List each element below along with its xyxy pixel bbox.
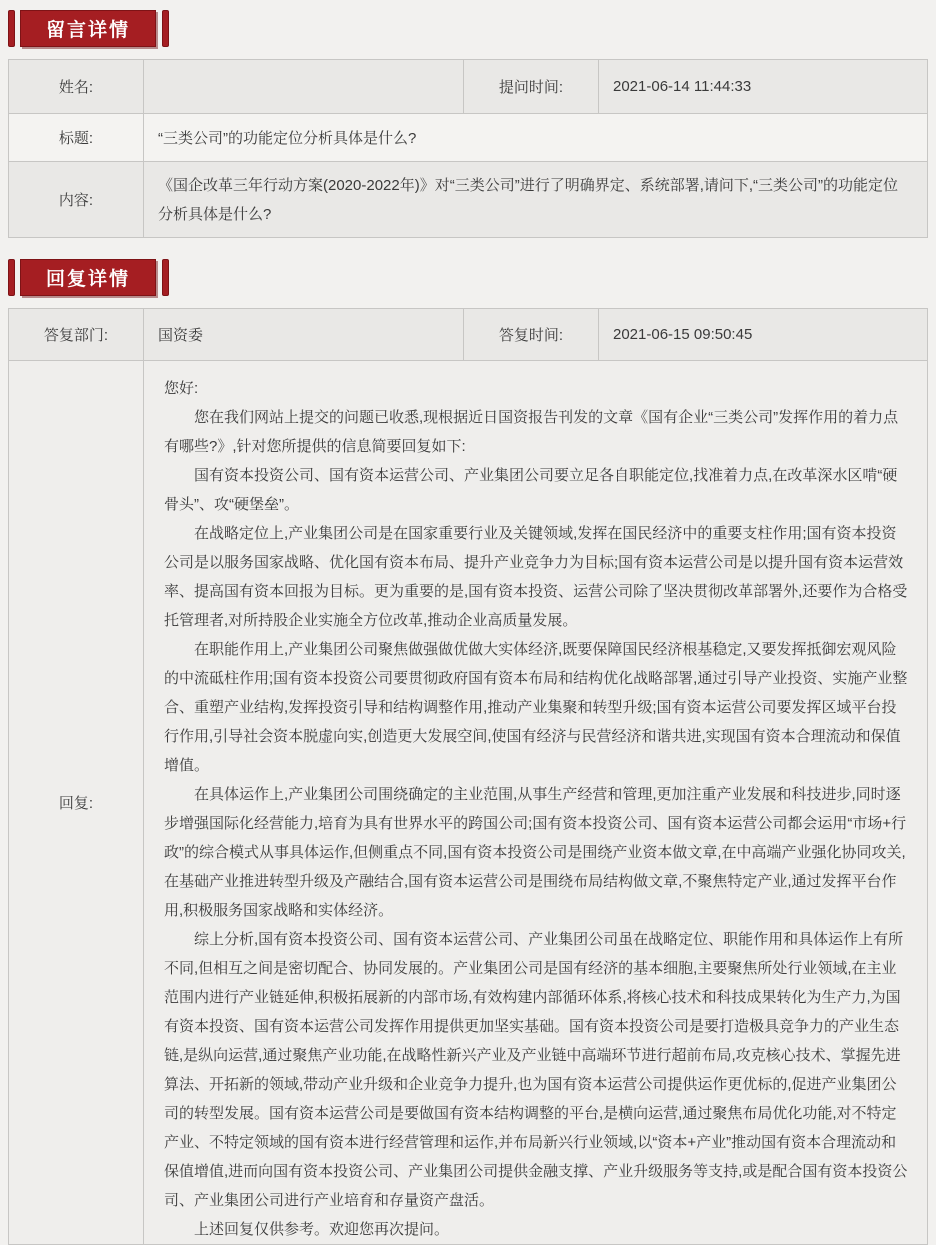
reply-paragraph: 您在我们网站上提交的问题已收悉,现根据近日国资报告刊发的文章《国有企业“三类公司”发挥作用的着力点有哪些?》,针对您所提供的信息简要回复如下: xyxy=(164,409,899,455)
reply-paragraph: 在职能作用上,产业集团公司聚焦做强做优做大实体经济,既要保障国民经济根基稳定,又要发挥抵御宏观风险的中流砥柱作用;国有资本投资公司要贯彻政府国有资本布局和结构优化战略部署,通过引导产业投资、实施产业整合、重塑产业结构,发挥投资引导和结构调整作用,推动产业集聚和转型升级;国有资本运营公司要发挥区域平台投行作用,引导社会资本脱虚向实,创造更大发展空间,使国有经济与民营经济和谐共进,实现国有资本合理流动和保值增值。 xyxy=(164,641,908,774)
reply-content xyxy=(144,361,928,1245)
row-content xyxy=(9,162,928,238)
reply-section-title: 回复详情 xyxy=(20,259,156,296)
reply-section-header xyxy=(8,259,928,296)
name-value xyxy=(144,60,464,114)
ask-time-value: 2021-06-14 11:44:33 xyxy=(599,60,928,114)
row-reply xyxy=(9,361,928,1245)
section-spacer xyxy=(8,238,928,259)
reply-paragraph: 综上分析,国有资本投资公司、国有资本运营公司、产业集团公司虽在战略定位、职能作用和具体运作上有所不同,但相互之间是密切配合、协同发展的。产业集团公司是国有经济的基本细胞,主要聚焦所处行业领域,在主业范围内进行产业链延伸,积极拓展新的内部市场,有效构建内部循环体系,将核心技术和科技成果转化为生产力,为国有资本投资、国有资本运营公司发挥作用提供更加坚实基础。国有资本投资公司是要打造极具竞争力的产业生态链,是纵向运营,通过聚焦产业功能,在战略性新兴产业及产业链中高端环节进行超前布局,攻克核心技术、掌握先进算法、开拓新的领域,带动产业升级和企业竞争力提升,也为国有资本运营公司提供运作更优标的,促进产业集团公司的转型发展。国有资本运营公司是要做国有资本结构调整的平台,是横向运营,通过聚焦布局优化功能,对不特定产业、不特定领域的国有资本进行经营管理和运作,并布局新兴行业领域,以“资本+产业”推动国有资本合理流动和保值增值,进而向国有资本投资公司、产业集团公司提供金融支撑、产业升级服务等支持,或是配合国有资本投资公司、产业集团公司进行产业培育和存量资产盘活。 xyxy=(164,931,908,1209)
subject-value: “三类公司”的功能定位分析具体是什么? xyxy=(144,114,928,162)
reply-paragraph: 您好: xyxy=(164,380,199,397)
content-label: 内容: xyxy=(9,162,144,238)
dept-value: 国资委 xyxy=(144,309,464,361)
reply-paragraph: 在战略定位上,产业集团公司是在国家重要行业及关键领域,发挥在国民经济中的重要支柱作用;国有资本投资公司是以服务国家战略、优化国有资本布局、提升产业竞争力为目标;国有资本运营公司是以提升国有资本运营效率、提高国有资本回报为目标。更为重要的是,国有资本投资、运营公司除了坚决贯彻改革部署外,还要作为合格受托管理者,对所持股企业实施全方位改革,推动企业高质量发展。 xyxy=(164,525,908,629)
ask-time-label: 提问时间: xyxy=(464,60,599,114)
row-name-and-time xyxy=(9,60,928,114)
reply-detail-table xyxy=(8,308,928,1245)
header-accent-bar-left xyxy=(8,259,15,296)
row-subject xyxy=(9,114,928,162)
content-value: 《国企改革三年行动方案(2020-2022年)》对“三类公司”进行了明确界定、系统部署,请问下,“三类公司”的功能定位分析具体是什么? xyxy=(144,162,928,238)
reply-label: 回复: xyxy=(9,361,144,1245)
reply-time-value: 2021-06-15 09:50:45 xyxy=(599,309,928,361)
message-section-header xyxy=(8,10,928,47)
reply-paragraph: 国有资本投资公司、国有资本运营公司、产业集团公司要立足各自职能定位,找准着力点,在改革深水区啃“硬骨头”、攻“硬堡垒”。 xyxy=(164,467,898,513)
header-accent-bar-right xyxy=(162,259,169,296)
row-dept-and-time xyxy=(9,309,928,361)
subject-label: 标题: xyxy=(9,114,144,162)
dept-label: 答复部门: xyxy=(9,309,144,361)
message-detail-table xyxy=(8,59,928,238)
reply-paragraph: 上述回复仅供参考。欢迎您再次提问。 xyxy=(194,1221,450,1238)
header-accent-bar-right xyxy=(162,10,169,47)
reply-time-label: 答复时间: xyxy=(464,309,599,361)
header-accent-bar-left xyxy=(8,10,15,47)
reply-paragraph: 在具体运作上,产业集团公司围绕确定的主业范围,从事生产经营和管理,更加注重产业发展和科技进步,同时逐步增强国际化经营能力,培育为具有世界水平的跨国公司;国有资本投资公司、国有资本运营公司都会运用“市场+行政”的综合模式从事具体运作,但侧重点不同,国有资本投资公司是围绕产业资本做文章,在中高端产业强化协同攻关,在基础产业推进转型升级及产融结合,国有资本运营公司是围绕布局结构做文章,不聚焦特定产业,通过发挥平台作用,积极服务国家战略和实体经济。 xyxy=(164,786,907,919)
name-label: 姓名: xyxy=(9,60,144,114)
message-section-title: 留言详情 xyxy=(20,10,156,47)
